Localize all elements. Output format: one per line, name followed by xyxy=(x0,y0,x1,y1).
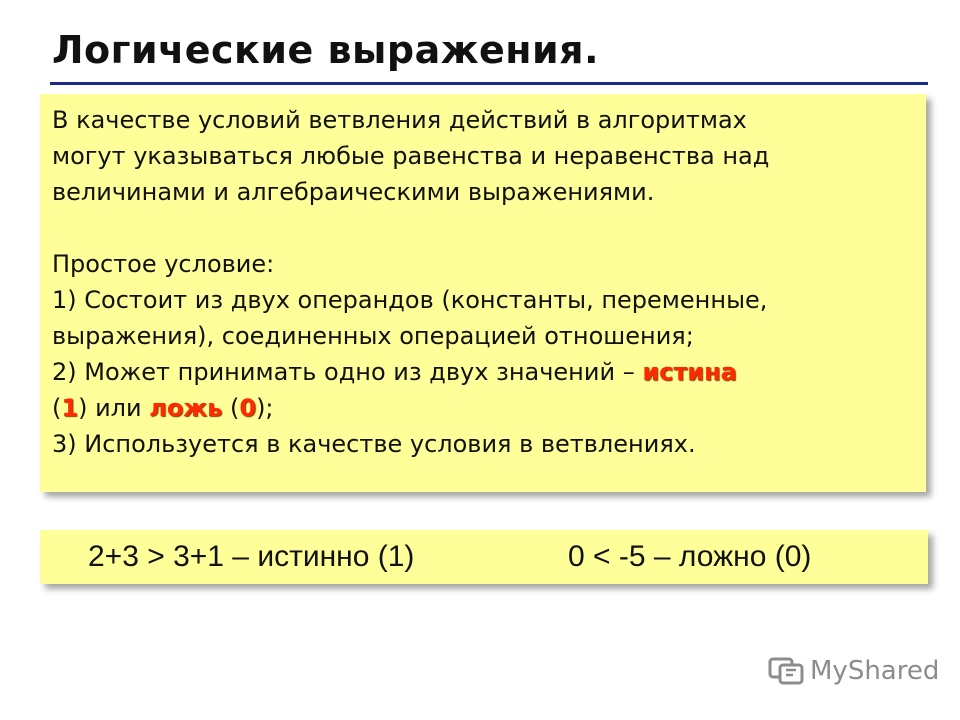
item-1-line-1: 1) Состоит из двух операндов (константы, переменные, xyxy=(52,286,768,314)
close-tail: ); xyxy=(256,394,274,422)
item-2-line-2 xyxy=(52,390,918,426)
space-paren: ( xyxy=(222,394,240,422)
item-3: 3) Используется в качестве условия в ветвлениях. xyxy=(52,430,696,458)
true-keyword: истина xyxy=(642,358,737,386)
item-2-prefix: 2) Может принимать одно из двух значений – xyxy=(52,358,643,386)
watermark-text: MyShared xyxy=(810,656,940,686)
myshared-logo-icon xyxy=(768,656,804,686)
item-2-line-1 xyxy=(52,354,918,390)
definition-box xyxy=(40,94,926,492)
one-value: 1 xyxy=(61,394,79,422)
item-1-line-2: выражения), соединенных операцией отношения; xyxy=(52,322,694,350)
intro-line-3: величинами и алгебраическими выражениями. xyxy=(52,178,655,206)
open-paren: ( xyxy=(52,394,62,422)
intro-line-2: могут указываться любые равенства и неравенства над xyxy=(52,142,770,170)
examples-box xyxy=(40,530,928,584)
false-keyword: ложь xyxy=(149,394,223,422)
definition-text xyxy=(52,102,918,462)
watermark xyxy=(768,656,939,686)
simple-condition-heading: Простое условие: xyxy=(52,250,275,278)
intro-line-1: В качестве условий ветвления действий в алгоритмах xyxy=(52,106,747,134)
or-text: ) или xyxy=(78,394,150,422)
zero-value: 0 xyxy=(239,394,257,422)
page-title: Логические выражения. xyxy=(52,28,600,72)
paragraph-gap xyxy=(52,210,918,246)
example-false: 0 < -5 – ложно (0) xyxy=(568,540,812,573)
example-true: 2+3 > 3+1 – истинно (1) xyxy=(88,540,415,573)
title-underline xyxy=(50,82,928,85)
